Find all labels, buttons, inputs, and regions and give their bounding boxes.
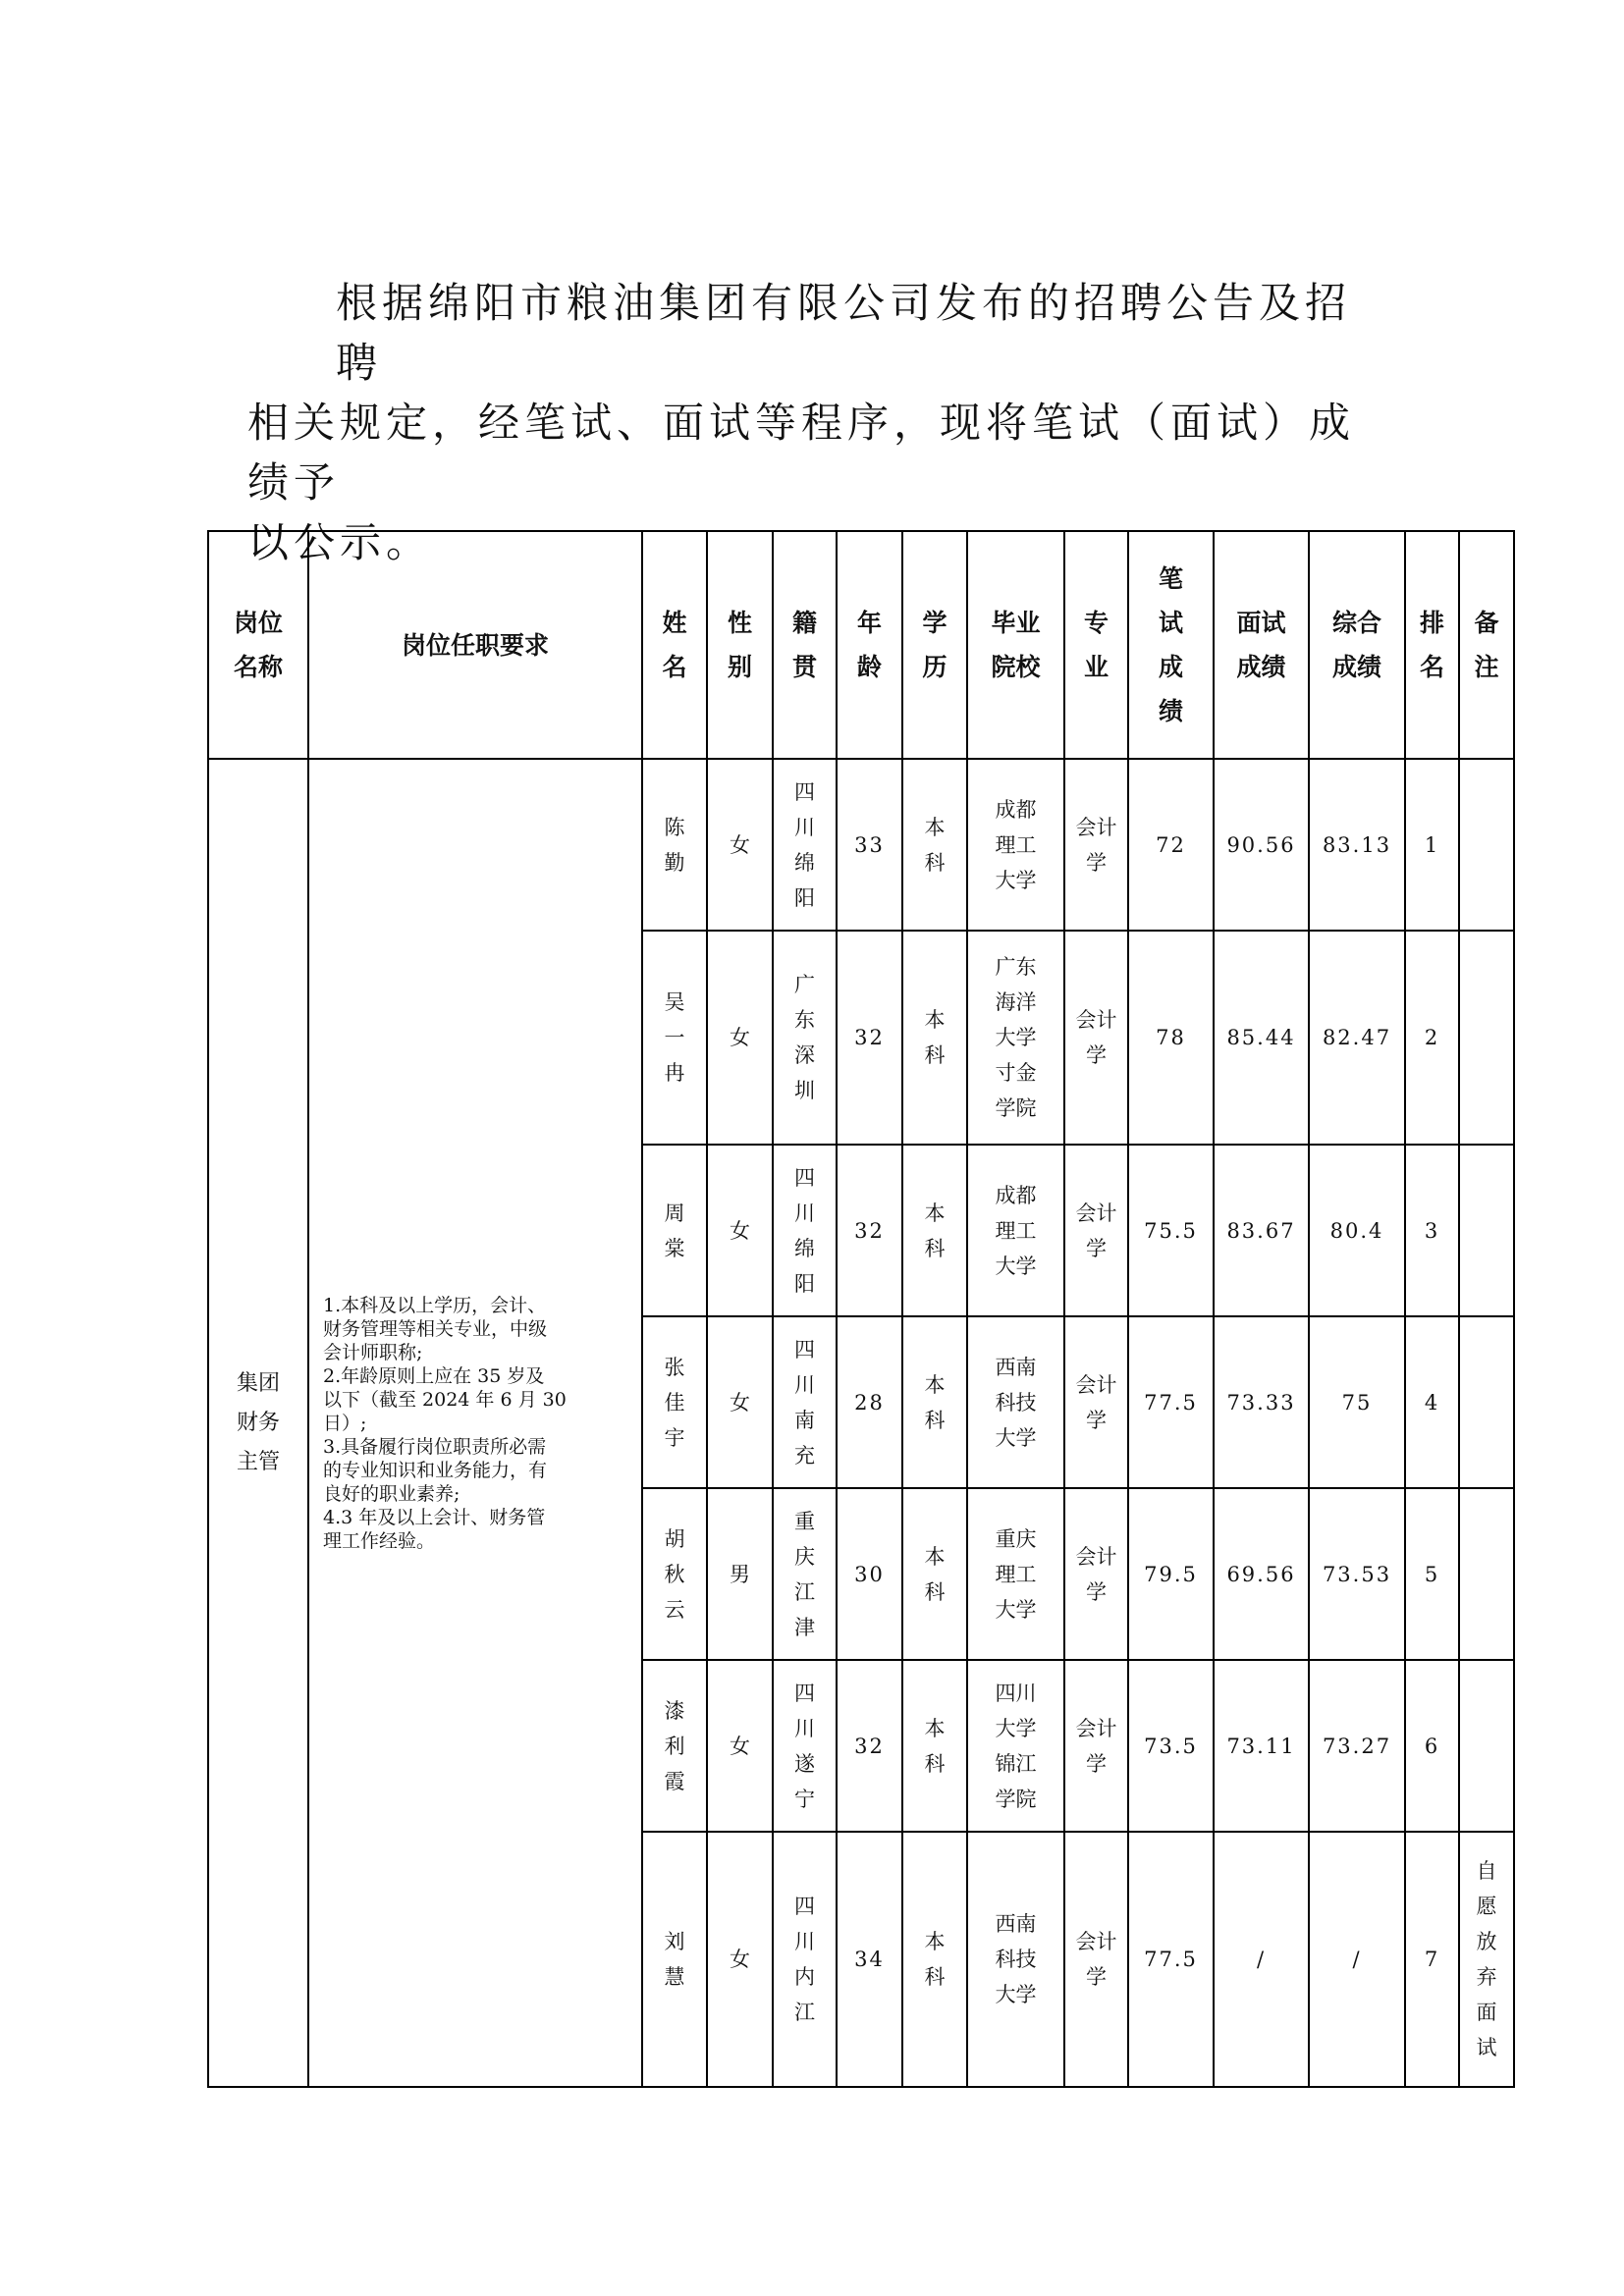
cell-gender: 女 xyxy=(707,1145,773,1316)
requirement-line: 会计师职称; xyxy=(323,1341,423,1363)
cell-school-text: 学院 xyxy=(995,1096,1037,1120)
cell-written-score: 77.5 xyxy=(1128,1316,1214,1488)
cell-total-score: 73.53 xyxy=(1309,1488,1405,1660)
cell-school-text: 重庆 xyxy=(995,1526,1037,1551)
cell-origin xyxy=(773,1316,837,1488)
cell-note-text: 面 xyxy=(1476,2001,1497,2024)
cell-education-text: 本 xyxy=(924,1716,946,1740)
cell-origin-text: 四 xyxy=(794,1165,815,1190)
cell-name xyxy=(642,1660,707,1832)
cell-rank: 7 xyxy=(1405,1832,1459,2087)
cell-major xyxy=(1064,1145,1128,1316)
intro-line: 相关规定，经笔试、面试等程序，现将笔试（面试）成绩予 xyxy=(247,399,1356,507)
cell-gender: 女 xyxy=(707,759,773,931)
header-text: 毕业 xyxy=(991,609,1041,637)
cell-name-text: 冉 xyxy=(664,1061,685,1085)
cell-school-text: 大学 xyxy=(995,868,1037,892)
cell-major-text: 学 xyxy=(1086,1579,1107,1604)
header-requirements: 岗位任职要求 xyxy=(308,531,642,759)
cell-origin xyxy=(773,1660,837,1832)
cell-note xyxy=(1459,931,1514,1145)
cell-school-text: 理工 xyxy=(995,832,1037,857)
requirement-line: 理工作经验。 xyxy=(323,1529,436,1552)
cell-major-text: 学 xyxy=(1086,1408,1107,1432)
cell-education-text: 本 xyxy=(924,1008,946,1032)
cell-education-text: 科 xyxy=(924,1043,946,1067)
cell-name-text: 胡 xyxy=(664,1526,685,1551)
requirement-line: 3.具备履行岗位职责所必需 xyxy=(323,1435,547,1458)
cell-name-text: 周 xyxy=(664,1201,685,1225)
header-text: 试 xyxy=(1158,609,1183,637)
cell-origin-text: 阳 xyxy=(794,1271,815,1296)
header-school xyxy=(967,531,1064,759)
cell-origin-text: 川 xyxy=(794,1201,815,1225)
table-row xyxy=(208,759,1514,931)
cell-school-text: 大学 xyxy=(995,1254,1037,1278)
header-text: 年 xyxy=(856,609,882,637)
header-total xyxy=(1309,531,1405,759)
cell-education-text: 科 xyxy=(924,1751,946,1776)
cell-education-text: 本 xyxy=(924,815,946,839)
header-text: 注 xyxy=(1474,653,1499,681)
header-text: 名 xyxy=(662,653,687,681)
requirement-line: 1.本科及以上学历，会计、 xyxy=(323,1294,547,1316)
intro-line: 根据绵阳市粮油集团有限公司发布的招聘公告及招聘 xyxy=(336,279,1352,387)
cell-interview-score: / xyxy=(1214,1832,1309,2087)
cell-school-text: 成都 xyxy=(995,797,1037,822)
header-row xyxy=(208,531,1514,759)
requirement-line: 2.年龄原则上应在 35 岁及 xyxy=(323,1364,545,1387)
cell-origin-text: 绵 xyxy=(794,850,815,875)
cell-major-text: 会计 xyxy=(1075,1716,1117,1740)
cell-origin-text: 川 xyxy=(794,1930,815,1953)
cell-major xyxy=(1064,1832,1128,2087)
cell-education xyxy=(902,1316,967,1488)
cell-name-text: 刘 xyxy=(664,1930,685,1953)
cell-education-text: 科 xyxy=(924,850,946,875)
cell-gender: 男 xyxy=(707,1488,773,1660)
cell-school-text: 学院 xyxy=(995,1787,1037,1811)
cell-note xyxy=(1459,1488,1514,1660)
cell-rank: 5 xyxy=(1405,1488,1459,1660)
cell-name-text: 慧 xyxy=(664,1965,685,1989)
cell-origin xyxy=(773,1488,837,1660)
cell-name-text: 云 xyxy=(664,1597,685,1622)
position-text: 主管 xyxy=(236,1449,280,1474)
header-text: 绩 xyxy=(1158,697,1183,725)
cell-total-score: 73.27 xyxy=(1309,1660,1405,1832)
cell-education xyxy=(902,1145,967,1316)
header-text: 成绩 xyxy=(1236,653,1286,681)
cell-written-score: 79.5 xyxy=(1128,1488,1214,1660)
cell-note-text: 弃 xyxy=(1476,1965,1497,1989)
cell-name-text: 勤 xyxy=(664,850,685,875)
requirement-line: 财务管理等相关专业，中级 xyxy=(323,1317,548,1340)
cell-name-text: 陈 xyxy=(664,815,685,839)
cell-origin-text: 江 xyxy=(794,2001,815,2024)
header-position xyxy=(208,531,308,759)
cell-note xyxy=(1459,1660,1514,1832)
cell-origin-text: 四 xyxy=(794,1681,815,1705)
header-text: 籍 xyxy=(791,609,817,637)
cell-major-text: 会计 xyxy=(1075,1544,1117,1569)
cell-major xyxy=(1064,759,1128,931)
intro-line: 以公示。 xyxy=(247,518,433,566)
cell-education-text: 本 xyxy=(924,1201,946,1225)
cell-school xyxy=(967,931,1064,1145)
cell-education-text: 科 xyxy=(924,1408,946,1432)
requirement-line: 4.3 年及以上会计、财务管 xyxy=(323,1506,546,1528)
header-text: 排 xyxy=(1419,609,1444,637)
cell-name xyxy=(642,1316,707,1488)
requirement-line: 的专业知识和业务能力，有 xyxy=(323,1459,548,1481)
cell-education xyxy=(902,1488,967,1660)
cell-school-text: 锦江 xyxy=(995,1751,1037,1776)
cell-origin-text: 重 xyxy=(794,1509,815,1533)
cell-major-text: 会计 xyxy=(1075,1201,1117,1225)
cell-education-text: 科 xyxy=(924,1579,946,1604)
cell-interview-score: 85.44 xyxy=(1214,931,1309,1145)
cell-rank: 3 xyxy=(1405,1145,1459,1316)
cell-origin-text: 阳 xyxy=(794,885,815,910)
header-text: 笔 xyxy=(1158,564,1183,593)
cell-origin-text: 深 xyxy=(794,1043,815,1067)
cell-origin-text: 遂 xyxy=(794,1751,815,1776)
cell-major-text: 学 xyxy=(1086,1236,1107,1260)
cell-interview-score: 73.11 xyxy=(1214,1660,1309,1832)
cell-origin-text: 东 xyxy=(794,1008,815,1032)
cell-education-text: 本 xyxy=(924,1544,946,1569)
header-note xyxy=(1459,531,1514,759)
header-age xyxy=(837,531,902,759)
cell-major xyxy=(1064,1316,1128,1488)
cell-education xyxy=(902,931,967,1145)
cell-major-text: 会计 xyxy=(1075,1008,1117,1032)
cell-school-text: 大学 xyxy=(995,1026,1037,1049)
cell-origin-text: 四 xyxy=(794,779,815,804)
cell-school xyxy=(967,1660,1064,1832)
header-text: 性 xyxy=(727,609,752,637)
cell-origin-text: 南 xyxy=(794,1408,815,1432)
cell-gender: 女 xyxy=(707,1316,773,1488)
requirements-text xyxy=(308,759,642,2087)
cell-education-text: 科 xyxy=(924,1236,946,1260)
header-text: 岗位 xyxy=(233,609,283,637)
cell-name-text: 一 xyxy=(664,1026,685,1049)
cell-total-score: 83.13 xyxy=(1309,759,1405,931)
cell-major xyxy=(1064,1488,1128,1660)
cell-education-text: 本 xyxy=(924,1372,946,1397)
cell-age: 32 xyxy=(837,1660,902,1832)
cell-name xyxy=(642,931,707,1145)
position-name xyxy=(208,759,308,2087)
cell-note xyxy=(1459,759,1514,931)
cell-origin-text: 绵 xyxy=(794,1236,815,1260)
cell-origin xyxy=(773,1832,837,2087)
header-text: 龄 xyxy=(856,653,882,681)
cell-gender: 女 xyxy=(707,931,773,1145)
header-text: 面试 xyxy=(1236,609,1286,637)
cell-school-text: 海洋 xyxy=(995,990,1037,1014)
cell-name-text: 利 xyxy=(664,1734,685,1758)
cell-note-text: 试 xyxy=(1476,2036,1497,2059)
cell-name xyxy=(642,1832,707,2087)
cell-age: 33 xyxy=(837,759,902,931)
cell-education-text: 本 xyxy=(924,1930,946,1953)
cell-origin-text: 庆 xyxy=(794,1544,815,1569)
cell-written-score: 77.5 xyxy=(1128,1832,1214,2087)
cell-school-text: 四川 xyxy=(995,1681,1037,1705)
cell-note-text: 愿 xyxy=(1476,1895,1497,1918)
header-text: 成 xyxy=(1158,653,1183,681)
cell-note-text: 放 xyxy=(1476,1930,1497,1953)
cell-note xyxy=(1459,1145,1514,1316)
cell-major-text: 学 xyxy=(1086,850,1107,875)
cell-major-text: 学 xyxy=(1086,1751,1107,1776)
cell-origin-text: 广 xyxy=(794,973,815,996)
header-text: 院校 xyxy=(991,653,1041,681)
cell-total-score: 80.4 xyxy=(1309,1145,1405,1316)
results-table xyxy=(207,530,1515,2088)
cell-age: 32 xyxy=(837,931,902,1145)
cell-name xyxy=(642,1488,707,1660)
cell-name-text: 漆 xyxy=(664,1698,685,1723)
cell-school-text: 理工 xyxy=(995,1218,1037,1243)
cell-school xyxy=(967,1488,1064,1660)
position-text: 财务 xyxy=(236,1410,280,1435)
cell-school-text: 大学 xyxy=(995,1425,1037,1450)
cell-age: 30 xyxy=(837,1488,902,1660)
cell-school xyxy=(967,759,1064,931)
cell-written-score: 75.5 xyxy=(1128,1145,1214,1316)
cell-school-text: 科技 xyxy=(995,1948,1037,1971)
header-origin xyxy=(773,531,837,759)
cell-gender: 女 xyxy=(707,1660,773,1832)
cell-written-score: 73.5 xyxy=(1128,1660,1214,1832)
cell-written-score: 72 xyxy=(1128,759,1214,931)
cell-school-text: 大学 xyxy=(995,1716,1037,1740)
cell-age: 28 xyxy=(837,1316,902,1488)
cell-name xyxy=(642,759,707,931)
cell-school xyxy=(967,1832,1064,2087)
cell-school-text: 寸金 xyxy=(995,1061,1037,1085)
cell-school-text: 理工 xyxy=(995,1562,1037,1586)
cell-education-text: 科 xyxy=(924,1965,946,1989)
header-gender xyxy=(707,531,773,759)
cell-rank: 2 xyxy=(1405,931,1459,1145)
cell-major-text: 学 xyxy=(1086,1965,1107,1989)
cell-total-score: 82.47 xyxy=(1309,931,1405,1145)
cell-school-text: 科技 xyxy=(995,1390,1037,1415)
header-interview xyxy=(1214,531,1309,759)
cell-origin-text: 宁 xyxy=(794,1787,815,1811)
cell-major-text: 会计 xyxy=(1075,1372,1117,1397)
cell-name-text: 宇 xyxy=(664,1425,685,1450)
cell-origin-text: 充 xyxy=(794,1443,815,1468)
cell-major xyxy=(1064,1660,1128,1832)
requirement-line: 以下（截至 2024 年 6 月 30 xyxy=(323,1388,567,1411)
cell-name-text: 张 xyxy=(664,1355,685,1379)
cell-origin-text: 津 xyxy=(794,1615,815,1639)
header-text: 成绩 xyxy=(1331,653,1381,681)
cell-interview-score: 90.56 xyxy=(1214,759,1309,931)
cell-origin-text: 四 xyxy=(794,1337,815,1362)
cell-interview-score: 69.56 xyxy=(1214,1488,1309,1660)
cell-major-text: 会计 xyxy=(1075,815,1117,839)
cell-school-text: 广东 xyxy=(995,955,1037,979)
header-text: 专 xyxy=(1083,609,1109,637)
cell-rank: 1 xyxy=(1405,759,1459,931)
cell-major-text: 学 xyxy=(1086,1043,1107,1067)
header-text: 学 xyxy=(922,609,947,637)
cell-name-text: 佳 xyxy=(664,1390,685,1415)
cell-age: 32 xyxy=(837,1145,902,1316)
header-text: 名 xyxy=(1419,653,1444,681)
requirement-line: 良好的职业素养; xyxy=(323,1482,460,1505)
header-written xyxy=(1128,531,1214,759)
header-text: 贯 xyxy=(791,653,817,681)
cell-origin xyxy=(773,931,837,1145)
cell-name-text: 棠 xyxy=(664,1236,685,1260)
header-text: 业 xyxy=(1083,653,1109,681)
cell-origin-text: 四 xyxy=(794,1895,815,1918)
header-text: 综合 xyxy=(1331,609,1381,637)
cell-interview-score: 73.33 xyxy=(1214,1316,1309,1488)
cell-school-text: 西南 xyxy=(995,1355,1037,1379)
cell-total-score: / xyxy=(1309,1832,1405,2087)
cell-education xyxy=(902,759,967,931)
cell-school-text: 大学 xyxy=(995,1597,1037,1622)
header-text: 别 xyxy=(727,653,752,681)
cell-school-text: 西南 xyxy=(995,1912,1037,1936)
position-text: 集团 xyxy=(236,1370,280,1396)
cell-origin-text: 江 xyxy=(794,1579,815,1604)
cell-written-score: 78 xyxy=(1128,931,1214,1145)
cell-school xyxy=(967,1145,1064,1316)
cell-origin-text: 圳 xyxy=(794,1079,815,1102)
cell-rank: 4 xyxy=(1405,1316,1459,1488)
cell-gender: 女 xyxy=(707,1832,773,2087)
header-text: 历 xyxy=(922,653,947,681)
cell-name-text: 霞 xyxy=(664,1769,685,1793)
cell-major-text: 会计 xyxy=(1075,1930,1117,1953)
cell-school-text: 成都 xyxy=(995,1183,1037,1207)
header-education xyxy=(902,531,967,759)
cell-major xyxy=(1064,931,1128,1145)
cell-origin-text: 川 xyxy=(794,815,815,839)
cell-origin-text: 川 xyxy=(794,1372,815,1397)
header-major xyxy=(1064,531,1128,759)
cell-education xyxy=(902,1832,967,2087)
header-text: 名称 xyxy=(233,653,283,681)
cell-school-text: 大学 xyxy=(995,1983,1037,2006)
cell-age: 34 xyxy=(837,1832,902,2087)
cell-interview-score: 83.67 xyxy=(1214,1145,1309,1316)
header-name xyxy=(642,531,707,759)
header-text: 备 xyxy=(1474,609,1499,637)
cell-note-text: 自 xyxy=(1476,1859,1497,1883)
cell-origin-text: 川 xyxy=(794,1716,815,1740)
requirement-line: 日）; xyxy=(323,1412,367,1434)
cell-name-text: 吴 xyxy=(664,990,685,1014)
cell-total-score: 75 xyxy=(1309,1316,1405,1488)
cell-rank: 6 xyxy=(1405,1660,1459,1832)
cell-name-text: 秋 xyxy=(664,1562,685,1586)
header-text: 姓 xyxy=(662,609,687,637)
cell-note xyxy=(1459,1832,1514,2087)
cell-origin xyxy=(773,759,837,931)
cell-education xyxy=(902,1660,967,1832)
cell-name xyxy=(642,1145,707,1316)
header-rank xyxy=(1405,531,1459,759)
cell-origin xyxy=(773,1145,837,1316)
intro-paragraph xyxy=(247,273,1392,572)
cell-origin-text: 内 xyxy=(794,1965,815,1989)
cell-note xyxy=(1459,1316,1514,1488)
cell-school xyxy=(967,1316,1064,1488)
